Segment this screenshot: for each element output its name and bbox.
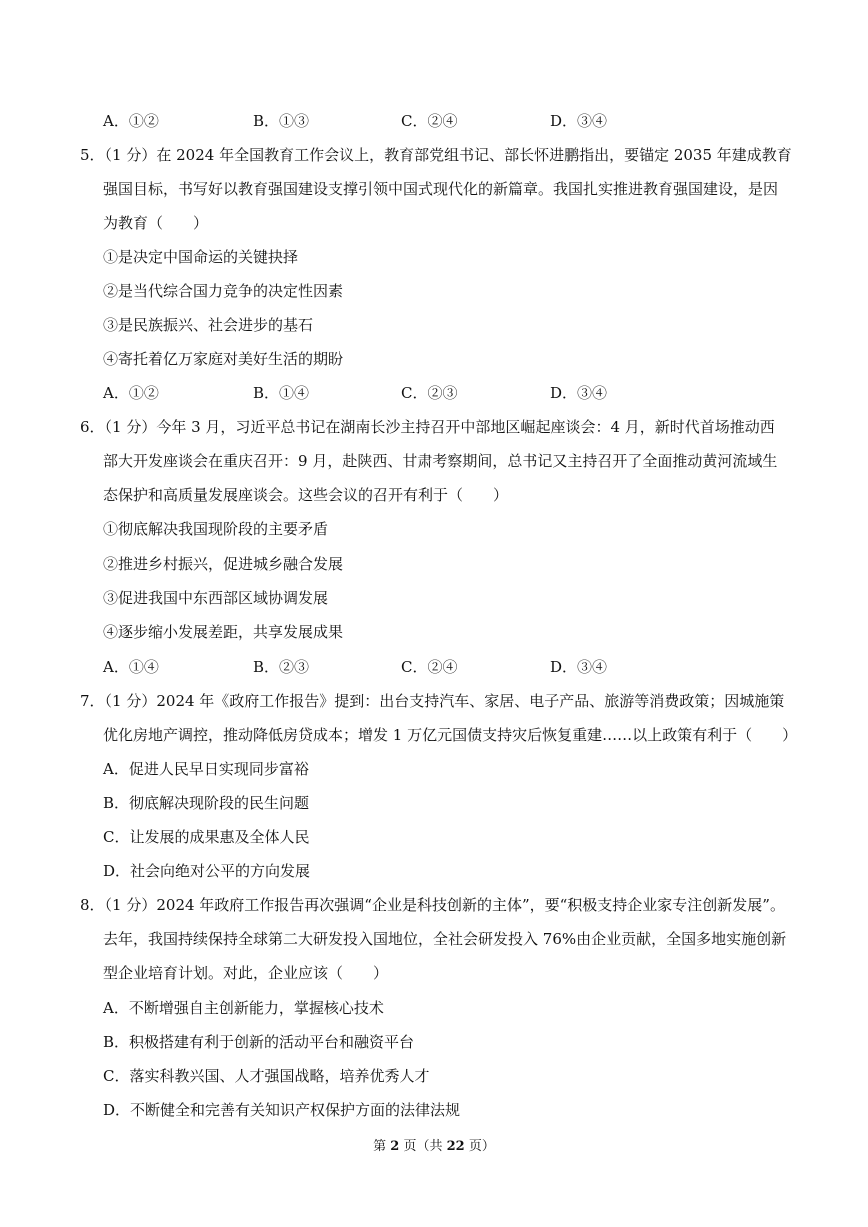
q5-item-2: ②是当代综合国力竞争的决定性因素 — [103, 282, 344, 300]
q7-stem-line-1: 7．（1 分）2024 年《政府工作报告》提到：出台支持汽车、家居、电子产品、旅游等消费政策；因城施策 — [80, 692, 785, 710]
q5-option-b: B．①④ — [253, 384, 310, 402]
q5-item-1: ①是决定中国命运的关键抉择 — [103, 248, 299, 266]
q7-option-c: C．让发展的成果惠及全体人民 — [103, 828, 310, 846]
q6-item-3: ③促进我国中东西部区域协调发展 — [103, 589, 329, 607]
q5-stem-line-1: 5．（1 分）在 2024 年全国教育工作会议上，教育部党组书记、部长怀进鹏指出，要锚定 2035 年建成教育 — [80, 146, 792, 164]
q5-option-d: D．③④ — [550, 384, 608, 402]
q6-options — [103, 657, 663, 677]
q6-stem-line-3: 态保护和高质量发展座谈会。这些会议的召开有利于（ ） — [103, 486, 509, 504]
q6-stem-line-1: 6．（1 分）今年 3 月，习近平总书记在湖南长沙主持召开中部地区崛起座谈会：4 月，新时代首场推动西 — [80, 418, 775, 436]
q8-option-c: C．落实科教兴国、人才强国战略，培养优秀人才 — [103, 1067, 430, 1085]
q6-stem-line-2: 部大开发座谈会在重庆召开：9 月，赴陕西、甘肃考察期间，总书记又主持召开了全面推动黄河流域生 — [103, 452, 778, 470]
q6-item-2: ②推进乡村振兴，促进城乡融合发展 — [103, 555, 344, 573]
q5-option-c: C．②③ — [401, 384, 458, 402]
q4-option-c: C．②④ — [401, 112, 458, 130]
q7-option-a: A．促进人民早日实现同步富裕 — [103, 760, 309, 778]
q5-item-3: ③是民族振兴、社会进步的基石 — [103, 316, 314, 334]
q4-option-a: A．①② — [103, 112, 159, 130]
q4-option-b: B．①③ — [253, 112, 310, 130]
q6-option-a: A．①④ — [103, 658, 159, 676]
q8-stem-line-2: 去年，我国持续保持全球第二大研发投入国地位，全社会研发投入 76%由企业贡献，全国多地实施创新 — [103, 930, 787, 948]
q5-option-a: A．①② — [103, 384, 159, 402]
q7-option-b: B．彻底解决现阶段的民生问题 — [103, 794, 310, 812]
q5-options — [103, 383, 663, 403]
footer-middle: 页（共 — [403, 1139, 443, 1154]
q7-stem-line-2: 优化房地产调控，推动降低房贷成本；增发 1 万亿元国债支持灾后恢复重建……以上政策有利于（ ） — [103, 726, 798, 744]
q6-item-4: ④逐步缩小发展差距，共享发展成果 — [103, 623, 344, 641]
q5-stem-line-3: 为教育（ ） — [103, 214, 209, 232]
page-footer — [0, 1137, 868, 1157]
q8-stem-line-3: 型企业培育计划。对此，企业应该（ ） — [103, 964, 389, 982]
q5-item-4: ④寄托着亿万家庭对美好生活的期盼 — [103, 350, 344, 368]
footer-suffix: 页） — [468, 1139, 495, 1154]
q5-stem-line-2: 强国目标，书写好以教育强国建设支撑引领中国式现代化的新篇章。我国扎实推进教育强国建设，是因 — [103, 180, 779, 198]
q7-option-d: D．社会向绝对公平的方向发展 — [103, 862, 311, 880]
q6-item-1: ①彻底解决我国现阶段的主要矛盾 — [103, 520, 329, 538]
footer-total-pages: 22 — [446, 1139, 465, 1154]
footer-page-number: 2 — [390, 1139, 400, 1154]
q8-option-a: A．不断增强自主创新能力，掌握核心技术 — [103, 999, 384, 1017]
q8-stem-line-1: 8．（1 分）2024 年政府工作报告再次强调“企业是科技创新的主体”，要“积极支持企业家专注创新发展”。 — [80, 896, 785, 914]
q6-option-b: B．②③ — [253, 658, 310, 676]
q4-option-d: D．③④ — [550, 112, 608, 130]
q6-option-c: C．②④ — [401, 658, 458, 676]
q4-options — [103, 111, 663, 131]
footer-prefix: 第 — [373, 1139, 387, 1154]
q8-option-b: B．积极搭建有利于创新的活动平台和融资平台 — [103, 1033, 415, 1051]
q8-option-d: D．不断健全和完善有关知识产权保护方面的法律法规 — [103, 1101, 461, 1119]
q6-option-d: D．③④ — [550, 658, 608, 676]
